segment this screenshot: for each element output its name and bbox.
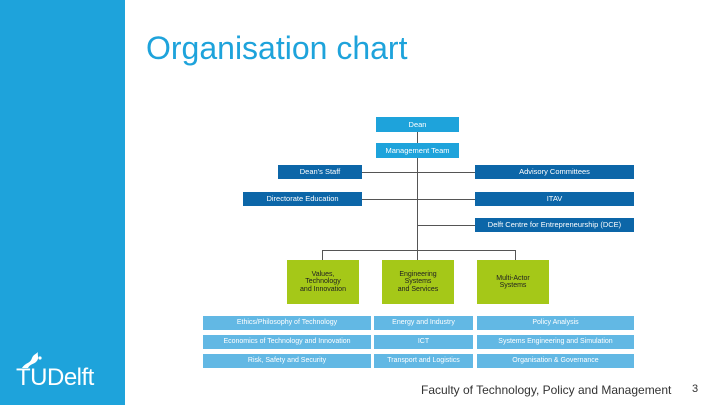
connector-itav: [418, 199, 475, 200]
connector-dept-1: [322, 250, 323, 260]
department-name-line: and Innovation: [300, 285, 346, 293]
department-box: [477, 260, 549, 304]
dce-box: Delft Centre for Entrepreneurship (DCE): [475, 218, 634, 232]
connector-deans-staff: [362, 172, 418, 173]
department-name-line: Engineering: [399, 270, 437, 278]
dean-box: Dean: [376, 117, 459, 132]
deans-staff-box: Dean's Staff: [278, 165, 362, 179]
section-box: Risk, Safety and Security: [203, 354, 371, 368]
department-name-line: Multi-Actor: [496, 274, 530, 282]
section-box: Policy Analysis: [477, 316, 634, 330]
section-box: Systems Engineering and Simulation: [477, 335, 634, 349]
department-name-line: Systems: [404, 278, 432, 286]
section-box: ICT: [374, 335, 473, 349]
department-name-line: and Services: [397, 285, 439, 293]
connector-advisory: [418, 172, 475, 173]
page-number: 3: [692, 383, 699, 395]
section-box: Organisation & Governance: [477, 354, 634, 368]
connector-dept-3: [515, 250, 516, 260]
logo-wordmark: TUDelft: [16, 364, 94, 391]
itav-box: ITAV: [475, 192, 634, 206]
connector-dce: [418, 225, 475, 226]
section-box: Transport and Logistics: [374, 354, 473, 368]
department-name-line: Technology: [305, 278, 341, 286]
section-box: Ethics/Philosophy of Technology: [203, 316, 371, 330]
page-title: Organisation chart: [146, 30, 408, 66]
section-box: Energy and Industry: [374, 316, 473, 330]
section-box: Economics of Technology and Innovation: [203, 335, 371, 349]
department-box: [287, 260, 359, 304]
connector-directorate: [362, 199, 418, 200]
footer-text: Faculty of Technology, Policy and Management: [421, 383, 672, 397]
advisory-committees-box: Advisory Committees: [475, 165, 634, 179]
management-team-box: Management Team: [376, 143, 459, 158]
department-name-line: Systems: [499, 282, 527, 289]
connector-dept-bar: [322, 250, 516, 251]
department-box: [382, 260, 454, 304]
directorate-education-box: Directorate Education: [243, 192, 362, 206]
connector-dept-2: [417, 250, 418, 260]
department-name-line: Values,: [311, 270, 335, 278]
